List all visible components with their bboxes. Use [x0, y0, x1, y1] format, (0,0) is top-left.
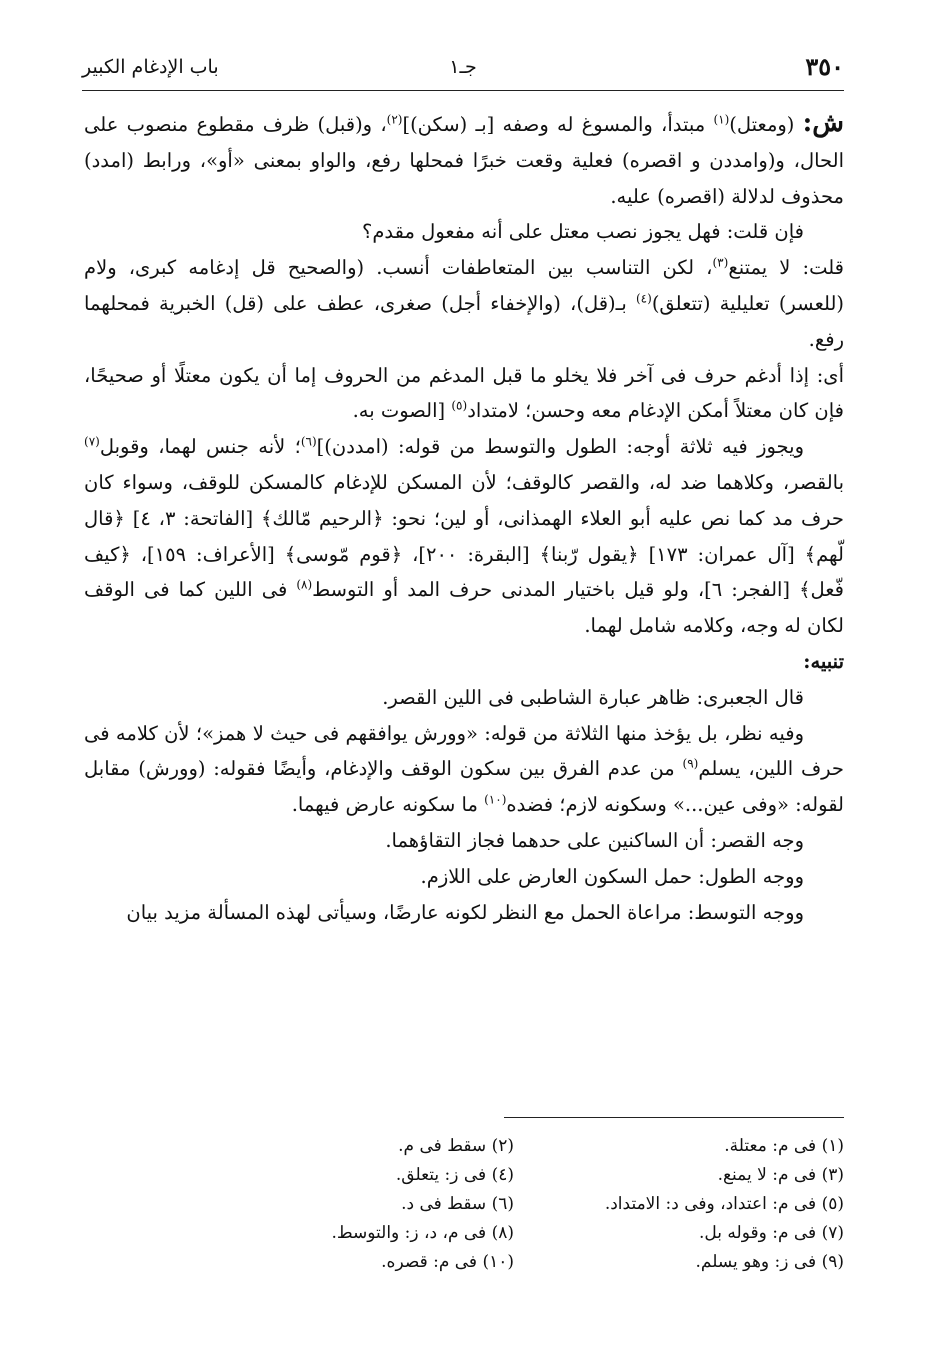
footnote-ref: (٣)	[712, 255, 729, 270]
footnote-ref: (٧)	[84, 434, 100, 449]
sharh-marker: ش:	[802, 108, 845, 138]
paragraph-medium-aspect: ووجه التوسط: مراعاة الحمل مع النظر لكونه عارضًا، وسيأتى لهذه المسألة مزيد بيان	[126, 900, 804, 924]
footnote-item: (٢) سقط فى م.	[398, 1136, 514, 1156]
footnote-item: (٧) فى م: وقوله بل.	[699, 1223, 844, 1243]
paragraph-commentary: ش: (ومعتل)$^{(١)}$ مبتدأ، والمسوغ له وصفه [بـ (سكن)]$^{(٢)}$، و(قبل) ظرف مقطوع منصوب على الحال، و(وامددن و اقصره) فعلية وقعت خبرًا فمحلها رفع، والواو بمعنى «أو»، ورابط (امدد) محذوف لدلالة (اقصره) عليه.	[84, 108, 845, 208]
footnotes-even-column	[214, 1132, 514, 1277]
footnote-ref: (٦)	[300, 434, 317, 449]
paragraph-jabari: قال الجعبرى: ظاهر عبارة الشاطبى فى اللين القصر.	[382, 685, 804, 709]
chapter-title: باب الإدغام الكبير	[82, 56, 219, 78]
footnote-ref: (٢)	[386, 112, 403, 127]
footnote-ref: (٥)	[451, 398, 468, 413]
paragraph-long-aspect: ووجه الطول: حمل السكون العارض على اللازم.	[420, 864, 804, 888]
paragraph-short-aspect: وجه القصر: أن الساكنين على حدهما فجاز التقاؤهما.	[385, 828, 804, 852]
paragraph-answer: قلت: لا يمتنع$^{(٣)}$، لكن التناسب بين المتعاطفات أنسب. (والصحيح قل إدغامه كبرى، ولام (للعسر) تعليلية (تتعلق)$^{(٤)}$ بـ(قل)، (والإخفاء أجل) صغرى، عطف على (قل) الخبرية فمحلهما رفع.	[84, 255, 844, 351]
footnote-divider	[504, 1117, 844, 1118]
footnote-ref: (٩)	[682, 756, 699, 771]
footnote-item: (٦) سقط فى د.	[401, 1194, 514, 1214]
footnotes-odd-column	[544, 1132, 844, 1277]
footnote-ref: (١٠)	[484, 792, 507, 807]
footnote-item: (١٠) فى م: قصره.	[381, 1252, 514, 1272]
footnote-item: (١) فى م: معتلة.	[724, 1136, 844, 1156]
footnote-item: (٥) فى م: اعتداد، وفى د: الامتداد.	[604, 1194, 844, 1214]
paragraph-question: فإن قلت: فهل يجوز نصب معتل على أنه مفعول مقدم؟	[361, 220, 804, 244]
footnote-item: (٩) فى ز: وهو يسلم.	[695, 1252, 844, 1272]
volume-label: جـ١	[449, 56, 477, 78]
footnote-item: (٣) فى م: لا يمنع.	[717, 1165, 844, 1185]
page-number: ٣٥٠	[805, 52, 844, 81]
paragraph-three-aspects: ويجوز فيه ثلاثة أوجه: الطول والتوسط من قوله: (امددن)]$^{(٦)}$؛ لأنه جنس لهما، وقوبل$^{(٧)}$ بالقصر، وكلاهما ضد له، والقصر كالوقف؛ لأن المسكن للإدغام كالمسكن للوقف، وسواء كان حرف مد كما نص عليه أبو العلاء الهمذانى، أو لين؛ نحو: ﴿الرحيم مّالك﴾ [الفاتحة: ٣، ٤] ﴿قال لّهم﴾ [آل عمران: ١٧٣] ﴿يقول رّبنا﴾ [البقرة: ٢٠٠]، ﴿قوم مّوسى﴾ [الأعراف: ١٥٩]، ﴿كيف فّعل﴾ [الفجر: ٦]، ولو قيل باختيار المدنى حرف المد أو التوسط$^{(٨)}$ فى اللين كما فى الوقف لكان له وجه، وكلامه شامل لهما.	[84, 434, 844, 638]
section-heading-tanbih: تنبيه:	[803, 649, 844, 673]
footnotes	[244, 1132, 844, 1292]
paragraph-objection: وفيه نظر، بل يؤخذ منها الثلاثة من قوله: «وورش يوافقهم فى حيث لا همز»؛ لأن كلامه فى حرف اللين، يسلم$^{(٩)}$ من عدم الفرق بين سكون الوقف والإدغام، وأيضًا فقوله: (وورش) مقابل لقوله: «وفى عين...» وسكونه لازم؛ فضده$^{(١٠)}$ ما سكونه عارض فيهما.	[84, 721, 844, 817]
footnote-item: (٨) فى م، د، ز: والتوسط.	[331, 1223, 514, 1243]
main-text	[84, 106, 844, 930]
footnote-ref: (٨)	[296, 577, 313, 592]
footnote-ref: (٤)	[635, 291, 652, 306]
paragraph-explanation: أى: إذا أدغم حرف فى آخر فلا يخلو ما قبل المدغم من الحروف إما أن يكون معتلًا أو صحيحًا، فإن كان معتلاً أمكن الإدغام معه وحسن؛ لامتداد$^{(٥)}$ [الصوت به.	[84, 363, 844, 423]
running-header	[82, 50, 844, 91]
footnote-item: (٤) فى ز: يتعلق.	[395, 1165, 514, 1185]
footnote-ref: (١)	[713, 112, 730, 127]
